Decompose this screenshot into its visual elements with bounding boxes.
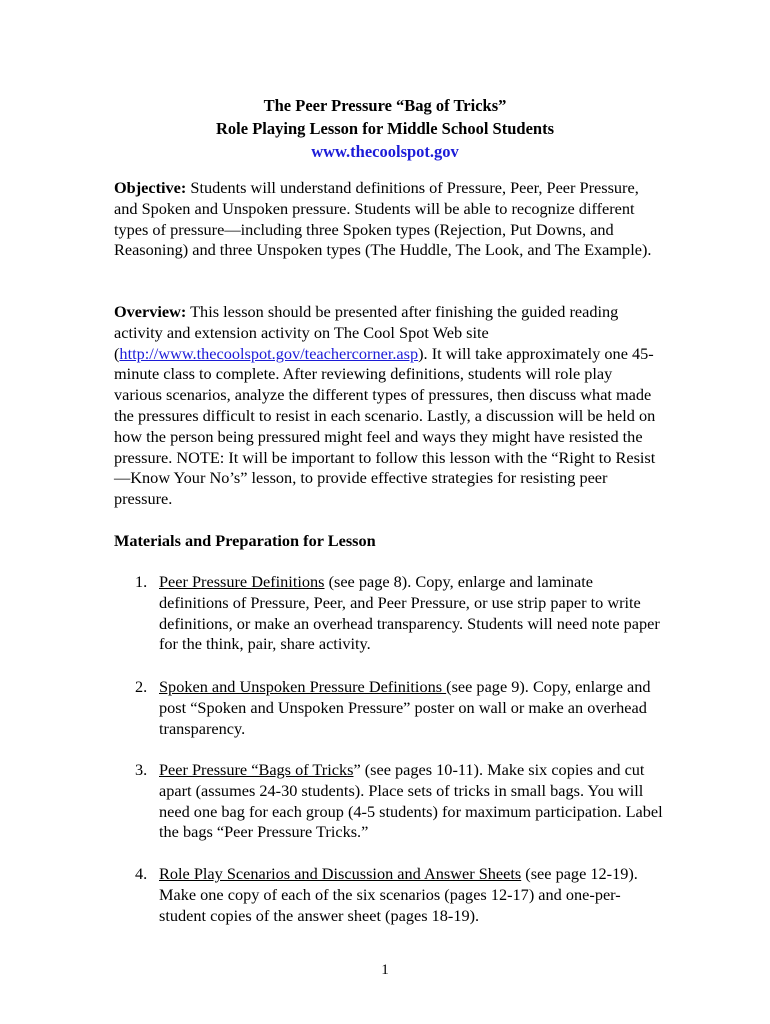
objective-text: Students will understand definitions of Pressure, Peer, Peer Pressure, and Spoken and Unspoken pressure. Students will be able to recognize different types of pressure—including three Spoken types (Rejection, Put Downs, and Reasoning) and three Unspoken types (The Huddle, The Look, and The Example). <box>114 178 652 260</box>
objective-paragraph <box>114 178 659 261</box>
website-link[interactable]: www.thecoolspot.gov <box>311 142 459 161</box>
list-item-title: Peer Pressure “Bags of Tricks <box>159 760 354 779</box>
list-item-number: 2. <box>135 677 148 696</box>
list-item-text: (see page 9). Copy, enlarge and post “Spoken and Unspoken Pressure” poster on wall or make an overhead transparency. <box>159 677 651 738</box>
title-block <box>0 94 770 163</box>
list-item-title: Spoken and Unspoken Pressure Definitions <box>159 677 447 696</box>
materials-heading: Materials and Preparation for Lesson <box>114 531 376 550</box>
list-item-number: 3. <box>135 760 148 779</box>
list-item <box>135 864 665 926</box>
teacher-corner-link[interactable]: http://www.thecoolspot.gov/teachercorner.asp <box>119 343 419 363</box>
overview-text-after-link: ). It will take approximately one 45-minute class to complete. After reviewing definitions, students will role play various scenarios, analyze the different types of pressures, then discuss what made the pressures difficult to resist in each scenario. Lastly, a discussion will be held on how the person being pressured might feel and ways they might have resisted the pressure. NOTE: It will be important to follow this lesson with the “Right to Resist—Know Your No’s” lesson, to provide effective strategies for resisting peer pressure. <box>114 343 656 509</box>
list-item <box>135 572 665 655</box>
page-title: The Peer Pressure “Bag of Tricks” <box>263 96 507 115</box>
list-item-title: Role Play Scenarios and Discussion and Answer Sheets <box>159 864 522 883</box>
list-item-text: (see page 8). Copy, enlarge and laminate definitions of Pressure, Peer, and Peer Pressure, or use strip paper to write definitions, or make an overhead transparency. Students will need note paper for the think, pair, share activity. <box>159 572 660 654</box>
list-item-number: 4. <box>135 864 148 883</box>
overview-paragraph <box>114 302 659 510</box>
overview-text-before-link: This lesson should be presented after finishing the guided reading activity and extension activity on The Cool Spot Web site ( <box>114 302 619 363</box>
list-item <box>135 760 665 843</box>
overview-label: Overview: <box>114 302 187 321</box>
list-item-title: Peer Pressure Definitions <box>159 572 325 591</box>
list-item <box>135 677 665 739</box>
list-item-text: ” (see pages 10-11). Make six copies and cut apart (assumes 24-30 students). Place sets of tricks in small bags. You will need one bag for each group (4-5 students) for maximum participation. Label the bags “Peer Pressure Tricks.” <box>159 760 663 842</box>
list-item-text: (see page 12-19). Make one copy of each of the six scenarios (pages 12-17) and one-per-student copies of the answer sheet (pages 18-19). <box>159 864 638 925</box>
objective-label: Objective: <box>114 178 187 197</box>
page-subtitle: Role Playing Lesson for Middle School Students <box>216 119 554 138</box>
list-item-number: 1. <box>135 572 148 591</box>
page-number: 1 <box>381 962 389 978</box>
